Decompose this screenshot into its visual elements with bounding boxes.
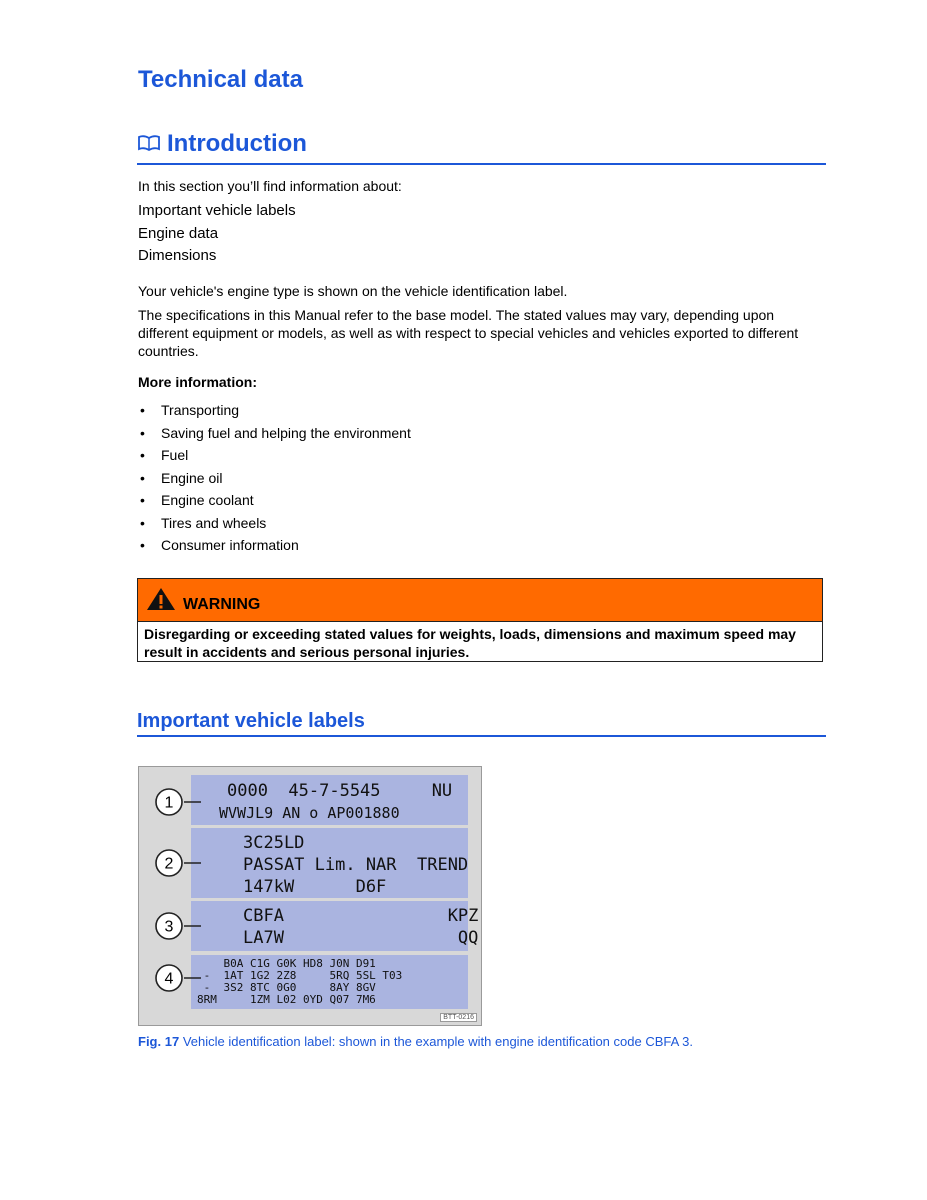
panel-2-line: 147kW D6F: [243, 877, 387, 897]
engine-type-paragraph: Your vehicle's engine type is shown on the vehicle identification label.: [138, 283, 568, 299]
panel-4-line: B0A C1G G0K HD8 J0N D91: [197, 957, 376, 970]
list-item: • Tires and wheels: [140, 514, 267, 531]
specifications-paragraph: The specifications in this Manual refer to the base model. The stated values may vary, depending upon different equipment or models, as well as with respect to special vehicles and vehicles exported to different countries.: [138, 307, 799, 359]
more-information-heading: More information:: [138, 374, 257, 390]
list-item: • Consumer information: [140, 537, 299, 553]
list-item: • Engine coolant: [140, 492, 254, 508]
warning-triangle-icon: [146, 587, 176, 611]
warning-header: [138, 579, 822, 622]
link-engine-coolant[interactable]: Engine coolant: [161, 492, 254, 508]
link-engine-oil[interactable]: Engine oil: [161, 469, 223, 486]
more-information-list: [138, 400, 411, 558]
introduction-heading: [137, 130, 826, 165]
book-icon: [137, 131, 161, 159]
panel-3-line: LA7W QQ: [243, 928, 479, 948]
list-item: • Engine oil: [140, 469, 223, 486]
link-saving-fuel[interactable]: Saving fuel and helping the environment: [161, 424, 411, 441]
link-consumer-information[interactable]: Consumer information: [161, 537, 299, 553]
list-item: • Fuel: [140, 447, 189, 463]
warning-text: Disregarding or exceeding stated values for weights, loads, dimensions and maximum speed may result in accidents and serious personal injuries.: [144, 626, 796, 660]
topic-item: Engine data: [138, 225, 219, 242]
figure-caption: [138, 1034, 693, 1049]
introduction-heading-text: Introduction: [167, 130, 307, 157]
panel-3-line: CBFA KPZ: [243, 906, 479, 926]
intro-lead: In this section you’ll find information about:: [138, 178, 402, 194]
panel-1-line: 0000 45-7-5545 NU: [227, 781, 453, 801]
panel-2-line: PASSAT Lim. NAR TREND: [243, 855, 469, 875]
figure-caption-text: Vehicle identification label: shown in the example with engine identification code CBFA 3.: [182, 1034, 694, 1049]
topic-item: Important vehicle labels: [138, 202, 296, 219]
callout-number: 4: [164, 970, 174, 988]
important-vehicle-labels-heading: Important vehicle labels: [137, 710, 826, 737]
figure-code: BTT-0216: [440, 1013, 477, 1022]
list-item: • Transporting: [140, 402, 240, 418]
panel-4-line: 8RM 1ZM L02 0YD Q07 7M6: [197, 993, 376, 1006]
page-title: Technical data: [138, 66, 303, 93]
warning-box: [137, 578, 823, 662]
callout-number: 1: [164, 794, 174, 812]
panel-4-line: - 3S2 8TC 0G0 8AY 8GV: [197, 981, 376, 994]
panel-1-line: WVWJL9 AN o AP001880: [219, 804, 400, 822]
warning-label: WARNING: [183, 596, 261, 613]
callout-leader-lines: [139, 767, 483, 1027]
panel-4-line: - 1AT 1G2 2Z8 5RQ 5SL T03: [197, 969, 403, 982]
link-fuel[interactable]: Fuel: [161, 447, 189, 463]
link-transporting[interactable]: Transporting: [161, 402, 240, 418]
vehicle-identification-label-figure: [138, 766, 482, 1026]
topic-item: Dimensions: [138, 247, 217, 264]
figure-number: Fig. 17: [138, 1034, 180, 1049]
callout-number: 3: [164, 918, 174, 936]
panel-2-line: 3C25LD: [243, 833, 305, 853]
link-tires-wheels[interactable]: Tires and wheels: [161, 514, 267, 531]
callout-number: 2: [164, 855, 174, 873]
list-item: • Saving fuel and helping the environment: [140, 424, 411, 441]
